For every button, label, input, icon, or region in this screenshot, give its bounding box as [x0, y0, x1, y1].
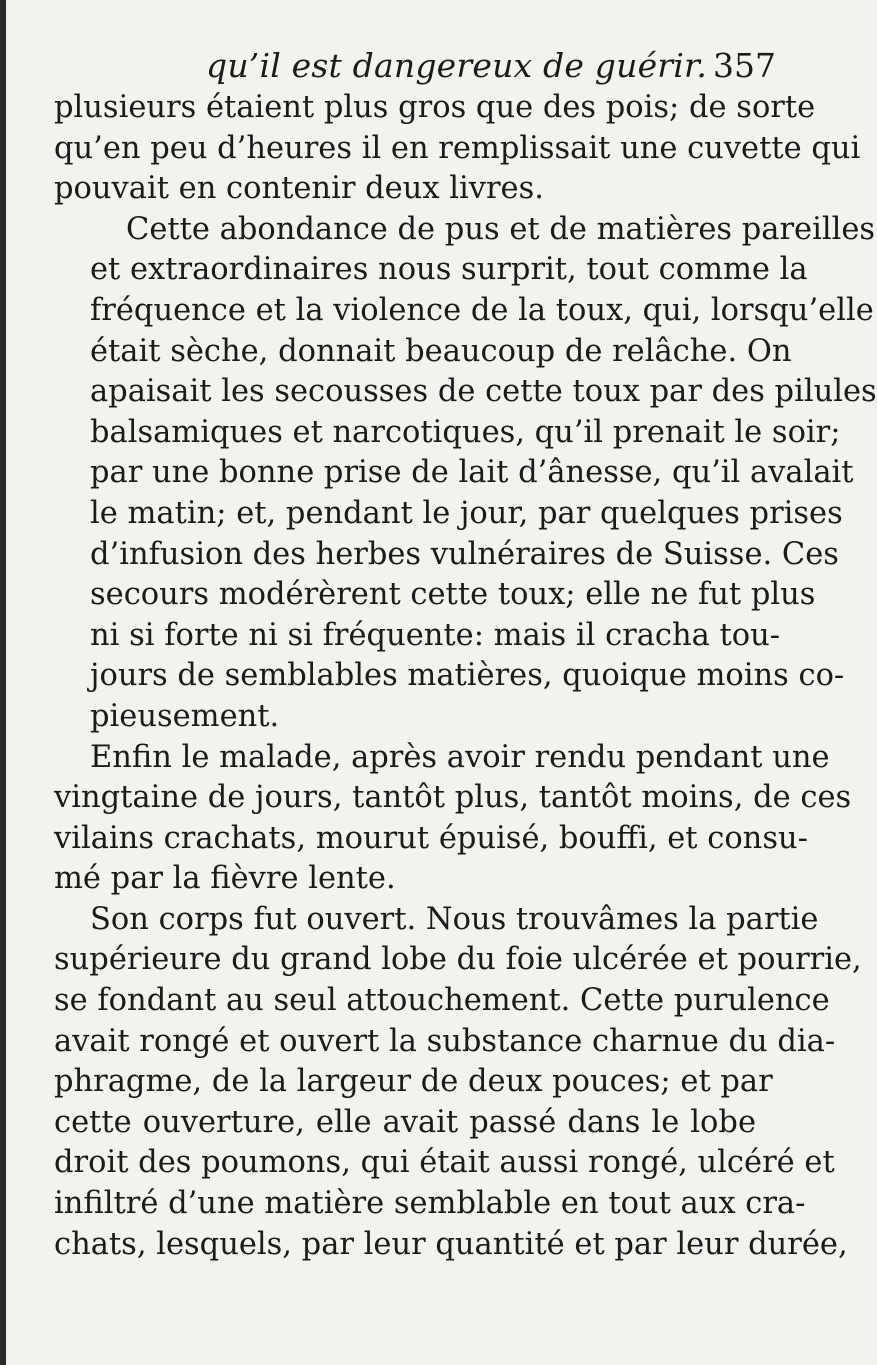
text-line: avait rongé et ouvert la substance charnue du dia- — [54, 1023, 836, 1059]
text-line: ni si forte ni si fréquente: mais il cracha tou- — [90, 617, 781, 653]
text-line: Cette abondance de pus et de matières pareilles — [126, 211, 876, 247]
text-line: qu’en peu d’heures il en remplissait une cuvette qui — [54, 130, 861, 166]
body-text — [54, 88, 877, 1265]
text-line: vilains crachats, mourut épuisé, bouffi, et consu- — [54, 820, 808, 856]
paragraph — [54, 900, 862, 1265]
text-line: d’infusion des herbes vulnéraires de Suisse. Ces — [90, 536, 839, 572]
text-line: chats, lesquels, par leur quantité et par leur durée, — [54, 1226, 848, 1262]
paragraph — [54, 738, 852, 900]
text-line: phragme, de la largeur de deux pouces; et par — [54, 1064, 773, 1100]
text-line: fréquence et la violence de la toux, qui, lorsqu’elle — [90, 292, 874, 328]
text-line: était sèche, donnait beaucoup de relâche. On — [90, 333, 792, 369]
paragraph — [54, 210, 877, 738]
text-line: par une bonne prise de lait d’ânesse, qu’il avalait — [90, 455, 854, 491]
text-line: jours de semblables matières, quoique moins co- — [90, 658, 845, 694]
text-line: balsamiques et narcotiques, qu’il prenait le soir; — [90, 414, 841, 450]
text-line: droit des poumons, qui était aussi rongé, ulcéré et — [54, 1145, 835, 1181]
text-line: pieusement. — [90, 698, 280, 734]
text-line: se fondant au seul attouchement. Cette purulence — [54, 983, 830, 1019]
page-number: 357 — [713, 46, 776, 85]
paragraph — [54, 88, 861, 210]
text-line: et extraordinaires nous surprit, tout comme la — [90, 252, 808, 288]
text-line: infiltré d’une matière semblable en tout aux cra- — [54, 1186, 806, 1222]
text-line: pouvait en contenir deux livres. — [54, 171, 544, 207]
text-line: apaisait les secousses de cette toux par des pilules — [90, 374, 877, 410]
text-line: cette ouverture, elle avait passé dans le lobe — [54, 1104, 756, 1140]
text-line: mé par la fièvre lente. — [54, 861, 396, 897]
text-line: le matin; et, pendant le jour, par quelques prises — [90, 495, 843, 531]
running-title: qu’il est dangereux de guérir. — [206, 46, 708, 85]
text-line: vingtaine de jours, tantôt plus, tantôt moins, de ces — [54, 780, 852, 816]
text-line: plusieurs étaient plus gros que des pois; de sorte — [54, 90, 816, 125]
text-line: Son corps fut ouvert. Nous trouvâmes la partie — [90, 901, 819, 937]
text-line: secours modérèrent cette toux; elle ne fut plus — [90, 577, 816, 613]
text-line: supérieure du grand lobe du foie ulcérée et pourrie, — [54, 942, 862, 978]
text-line: Enfin le malade, après avoir rendu pendant une — [90, 739, 830, 775]
